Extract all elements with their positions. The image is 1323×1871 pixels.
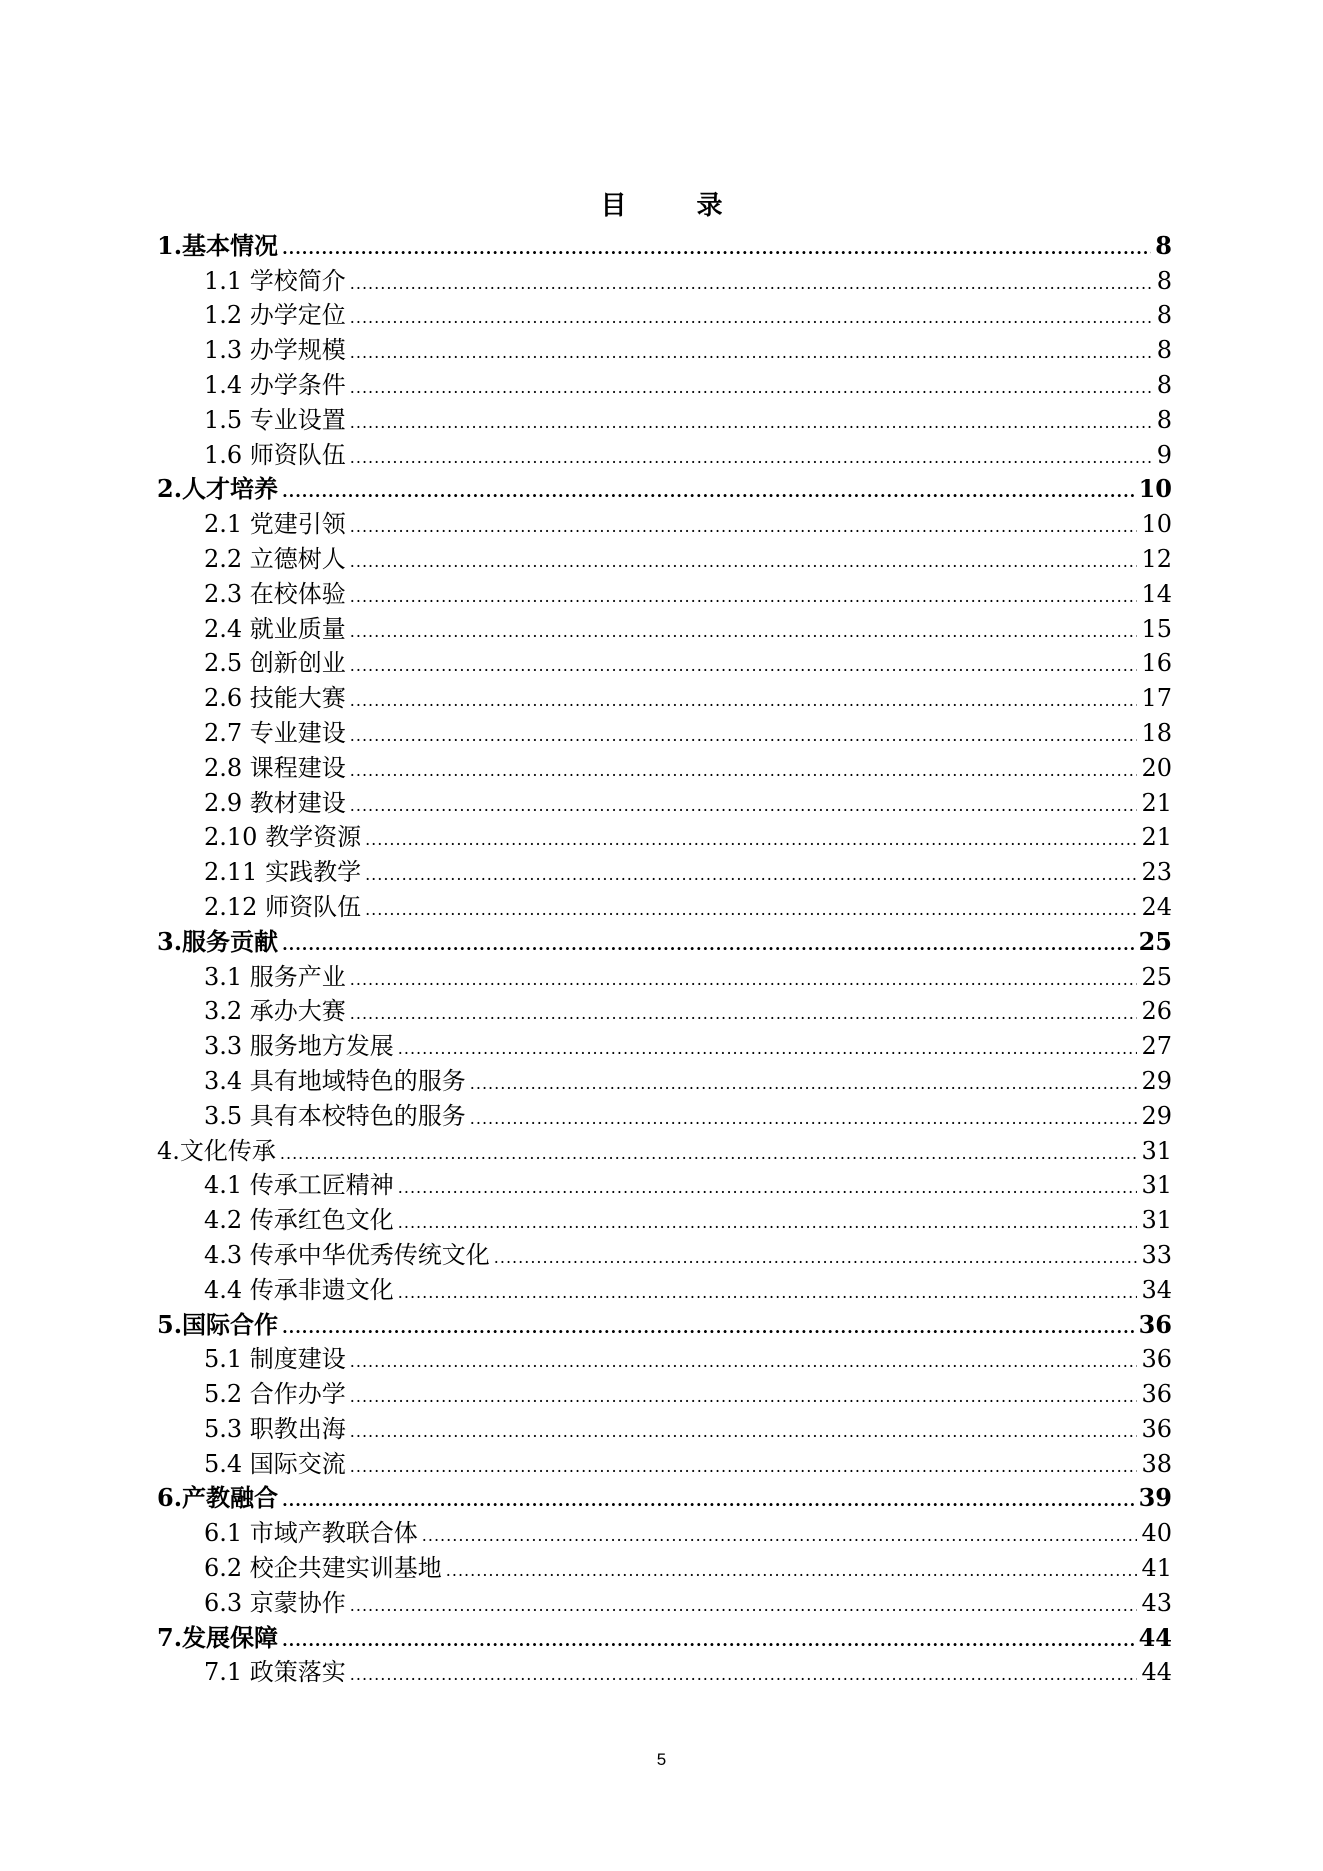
toc-entry-label: 2.2 立德树人 bbox=[204, 544, 346, 573]
toc-entry-label: 1.基本情况 bbox=[157, 230, 279, 260]
toc-entry-label: 5.1 制度建设 bbox=[204, 1345, 346, 1374]
toc-section-entry[interactable] bbox=[157, 1444, 1172, 1479]
toc-dot-leader bbox=[350, 450, 1153, 470]
toc-dot-leader bbox=[350, 1354, 1138, 1374]
toc-dot-leader bbox=[365, 867, 1137, 887]
toc-entry-page: 8 bbox=[1156, 266, 1172, 295]
toc-dot-leader bbox=[350, 554, 1138, 574]
toc-entry-page: 31 bbox=[1141, 1136, 1172, 1165]
toc-entry-page: 34 bbox=[1141, 1275, 1172, 1304]
toc-section-entry[interactable] bbox=[157, 1548, 1172, 1583]
toc-entry-label: 2.4 就业质量 bbox=[204, 614, 346, 643]
toc-entry-label: 3.4 具有地域特色的服务 bbox=[204, 1066, 466, 1095]
toc-section-entry[interactable] bbox=[157, 1513, 1172, 1548]
toc-entry-label: 2.5 创新创业 bbox=[204, 649, 346, 678]
toc-entry-label: 1.4 办学条件 bbox=[204, 370, 346, 399]
toc-section-entry[interactable] bbox=[157, 1653, 1172, 1688]
toc-dot-leader bbox=[422, 1528, 1138, 1548]
toc-entry-label: 6.3 京蒙协作 bbox=[204, 1588, 346, 1617]
toc-entry-label: 2.10 教学资源 bbox=[204, 823, 362, 852]
toc-entry-page: 17 bbox=[1141, 684, 1172, 713]
toc-entry-page: 12 bbox=[1141, 544, 1172, 573]
toc-chapter-entry[interactable] bbox=[157, 1131, 1172, 1166]
toc-entry-label: 4.3 传承中华优秀传统文化 bbox=[204, 1240, 490, 1269]
toc-section-entry[interactable] bbox=[157, 992, 1172, 1027]
toc-entry-page: 31 bbox=[1141, 1171, 1172, 1200]
toc-dot-leader bbox=[350, 693, 1138, 713]
toc-entry-label: 3.3 服务地方发展 bbox=[204, 1032, 394, 1061]
toc-entry-label: 2.8 课程建设 bbox=[204, 753, 346, 782]
toc-entry-label: 4.1 传承工匠精神 bbox=[204, 1171, 394, 1200]
toc-dot-leader bbox=[282, 241, 1151, 261]
toc-section-entry[interactable] bbox=[157, 1235, 1172, 1270]
toc-entry-label: 2.6 技能大赛 bbox=[204, 684, 346, 713]
toc-entry-page: 36 bbox=[1141, 1414, 1172, 1443]
toc-entry-page: 9 bbox=[1156, 440, 1172, 469]
toc-dot-leader bbox=[350, 310, 1153, 330]
toc-entry-page: 36 bbox=[1141, 1345, 1172, 1374]
toc-entry-page: 43 bbox=[1141, 1588, 1172, 1617]
toc-entry-page: 16 bbox=[1141, 649, 1172, 678]
toc-entry-page: 40 bbox=[1141, 1519, 1172, 1548]
toc-entry-page: 10 bbox=[1138, 474, 1172, 504]
toc-entry-page: 21 bbox=[1141, 788, 1172, 817]
toc-chapter-entry[interactable] bbox=[157, 226, 1172, 261]
toc-title: 目 录 bbox=[600, 191, 745, 221]
toc-dot-leader bbox=[350, 658, 1138, 678]
toc-dot-leader bbox=[350, 1006, 1138, 1026]
toc-entry-label: 5.3 职教出海 bbox=[204, 1414, 346, 1443]
toc-entry-label: 2.7 专业建设 bbox=[204, 718, 346, 747]
toc-entry-label: 4.文化传承 bbox=[157, 1136, 276, 1165]
toc-dot-leader bbox=[398, 1180, 1138, 1200]
toc-entry-label: 7.发展保障 bbox=[157, 1622, 279, 1652]
toc-section-entry[interactable] bbox=[157, 609, 1172, 644]
toc-entry-label: 3.5 具有本校特色的服务 bbox=[204, 1101, 466, 1130]
toc-dot-leader bbox=[350, 763, 1138, 783]
toc-dot-leader bbox=[398, 1285, 1138, 1305]
toc-section-entry[interactable] bbox=[157, 1026, 1172, 1061]
toc-entry-label: 2.人才培养 bbox=[157, 474, 279, 504]
toc-section-entry[interactable] bbox=[157, 296, 1172, 331]
toc-section-entry[interactable] bbox=[157, 1340, 1172, 1375]
toc-entry-label: 5.国际合作 bbox=[157, 1309, 279, 1339]
toc-entry-label: 2.1 党建引领 bbox=[204, 510, 346, 539]
toc-dot-leader bbox=[350, 589, 1138, 609]
toc-entry-page: 44 bbox=[1141, 1658, 1172, 1687]
toc-entry-label: 1.1 学校简介 bbox=[204, 266, 346, 295]
toc-section-entry[interactable] bbox=[157, 748, 1172, 783]
toc-entry-page: 36 bbox=[1141, 1380, 1172, 1409]
toc-dot-leader bbox=[398, 1041, 1138, 1061]
toc-dot-leader bbox=[350, 1598, 1138, 1618]
toc-entry-label: 5.2 合作办学 bbox=[204, 1380, 346, 1409]
toc-section-entry[interactable] bbox=[157, 1409, 1172, 1444]
toc-entry-label: 4.2 传承红色文化 bbox=[204, 1206, 394, 1235]
toc-dot-leader bbox=[470, 1111, 1138, 1131]
toc-entry-page: 25 bbox=[1141, 962, 1172, 991]
toc-chapter-entry[interactable] bbox=[157, 1305, 1172, 1340]
toc-section-entry[interactable] bbox=[157, 504, 1172, 539]
toc-section-entry[interactable] bbox=[157, 400, 1172, 435]
toc-section-entry[interactable] bbox=[157, 957, 1172, 992]
toc-section-entry[interactable] bbox=[157, 678, 1172, 713]
toc-dot-leader bbox=[350, 798, 1138, 818]
toc-dot-leader bbox=[282, 1633, 1135, 1653]
toc-section-entry[interactable] bbox=[157, 713, 1172, 748]
toc-entry-page: 8 bbox=[1156, 405, 1172, 434]
toc-section-entry[interactable] bbox=[157, 1061, 1172, 1096]
toc-entry-label: 2.9 教材建设 bbox=[204, 788, 346, 817]
toc-dot-leader bbox=[446, 1563, 1138, 1583]
toc-section-entry[interactable] bbox=[157, 1583, 1172, 1618]
toc-section-entry[interactable] bbox=[157, 783, 1172, 818]
toc-entry-page: 24 bbox=[1141, 892, 1172, 921]
toc-entry-page: 36 bbox=[1138, 1309, 1172, 1339]
toc-dot-leader bbox=[470, 1076, 1138, 1096]
toc-section-entry[interactable] bbox=[157, 887, 1172, 922]
toc-chapter-entry[interactable] bbox=[157, 1479, 1172, 1514]
toc-section-entry[interactable] bbox=[157, 1374, 1172, 1409]
toc-entry-page: 39 bbox=[1138, 1483, 1172, 1513]
toc-entry-page: 18 bbox=[1141, 718, 1172, 747]
toc-section-entry[interactable] bbox=[157, 1096, 1172, 1131]
toc-entry-label: 3.1 服务产业 bbox=[204, 962, 346, 991]
toc-section-entry[interactable] bbox=[157, 852, 1172, 887]
toc-entry-label: 6.2 校企共建实训基地 bbox=[204, 1554, 442, 1583]
toc-chapter-entry[interactable] bbox=[157, 1618, 1172, 1653]
toc-entry-label: 6.产教融合 bbox=[157, 1483, 279, 1513]
toc-entry-page: 31 bbox=[1141, 1206, 1172, 1235]
toc-entry-label: 5.4 国际交流 bbox=[204, 1449, 346, 1478]
toc-section-entry[interactable] bbox=[157, 261, 1172, 296]
toc-dot-leader bbox=[282, 1320, 1135, 1340]
toc-entry-label: 1.5 专业设置 bbox=[204, 405, 346, 434]
toc-section-entry[interactable] bbox=[157, 1270, 1172, 1305]
toc-dot-leader bbox=[350, 415, 1153, 435]
toc-entry-page: 27 bbox=[1141, 1032, 1172, 1061]
toc-entry-label: 3.服务贡献 bbox=[157, 926, 279, 956]
toc-dot-leader bbox=[282, 484, 1135, 504]
toc-section-entry[interactable] bbox=[157, 1166, 1172, 1201]
toc-dot-leader bbox=[350, 624, 1138, 644]
toc-entry-page: 25 bbox=[1138, 926, 1172, 956]
toc-entry-page: 14 bbox=[1141, 579, 1172, 608]
toc-chapter-entry[interactable] bbox=[157, 922, 1172, 957]
toc-dot-leader bbox=[350, 1424, 1138, 1444]
toc-entry-page: 38 bbox=[1141, 1449, 1172, 1478]
toc-section-entry[interactable] bbox=[157, 365, 1172, 400]
toc-entry-page: 8 bbox=[1156, 336, 1172, 365]
toc-entry-page: 33 bbox=[1141, 1240, 1172, 1269]
toc-entry-page: 23 bbox=[1141, 858, 1172, 887]
toc-dot-leader bbox=[350, 345, 1153, 365]
toc-entry-page: 10 bbox=[1141, 510, 1172, 539]
toc-dot-leader bbox=[350, 1667, 1138, 1687]
toc-entry-page: 8 bbox=[1156, 370, 1172, 399]
toc-entry-page: 41 bbox=[1141, 1554, 1172, 1583]
toc-dot-leader bbox=[398, 1215, 1138, 1235]
toc-entry-page: 8 bbox=[1155, 230, 1172, 260]
toc-dot-leader bbox=[350, 1459, 1138, 1479]
toc-entry-label: 2.12 师资队伍 bbox=[204, 892, 362, 921]
toc-section-entry[interactable] bbox=[157, 818, 1172, 853]
toc-entry-page: 21 bbox=[1141, 823, 1172, 852]
table-of-contents bbox=[157, 226, 1172, 1687]
toc-dot-leader bbox=[365, 832, 1137, 852]
toc-dot-leader bbox=[350, 380, 1153, 400]
toc-entry-label: 4.4 传承非遗文化 bbox=[204, 1275, 394, 1304]
toc-entry-page: 20 bbox=[1141, 753, 1172, 782]
toc-section-entry[interactable] bbox=[157, 539, 1172, 574]
toc-dot-leader bbox=[350, 972, 1138, 992]
toc-entry-label: 3.2 承办大赛 bbox=[204, 997, 346, 1026]
toc-section-entry[interactable] bbox=[157, 644, 1172, 679]
toc-entry-label: 1.6 师资队伍 bbox=[204, 440, 346, 469]
toc-entry-page: 15 bbox=[1141, 614, 1172, 643]
toc-dot-leader bbox=[350, 519, 1138, 539]
toc-dot-leader bbox=[350, 276, 1153, 296]
toc-dot-leader bbox=[365, 902, 1137, 922]
toc-dot-leader bbox=[282, 937, 1135, 957]
toc-entry-page: 29 bbox=[1141, 1066, 1172, 1095]
toc-dot-leader bbox=[350, 728, 1138, 748]
toc-section-entry[interactable] bbox=[157, 435, 1172, 470]
toc-dot-leader bbox=[350, 1389, 1138, 1409]
toc-entry-page: 29 bbox=[1141, 1101, 1172, 1130]
toc-entry-page: 26 bbox=[1141, 997, 1172, 1026]
toc-section-entry[interactable] bbox=[157, 1200, 1172, 1235]
toc-entry-page: 44 bbox=[1138, 1622, 1172, 1652]
toc-chapter-entry[interactable] bbox=[157, 470, 1172, 505]
toc-entry-label: 1.3 办学规模 bbox=[204, 336, 346, 365]
toc-dot-leader bbox=[282, 1493, 1135, 1513]
page-number: 5 bbox=[656, 1750, 667, 1769]
toc-section-entry[interactable] bbox=[157, 330, 1172, 365]
toc-entry-label: 7.1 政策落实 bbox=[204, 1658, 346, 1687]
toc-entry-page: 8 bbox=[1156, 301, 1172, 330]
toc-dot-leader bbox=[494, 1250, 1138, 1270]
toc-section-entry[interactable] bbox=[157, 574, 1172, 609]
toc-dot-leader bbox=[280, 1146, 1138, 1166]
toc-entry-label: 1.2 办学定位 bbox=[204, 301, 346, 330]
toc-entry-label: 2.11 实践教学 bbox=[204, 858, 362, 887]
toc-entry-label: 2.3 在校体验 bbox=[204, 579, 346, 608]
toc-entry-label: 6.1 市域产教联合体 bbox=[204, 1519, 418, 1548]
